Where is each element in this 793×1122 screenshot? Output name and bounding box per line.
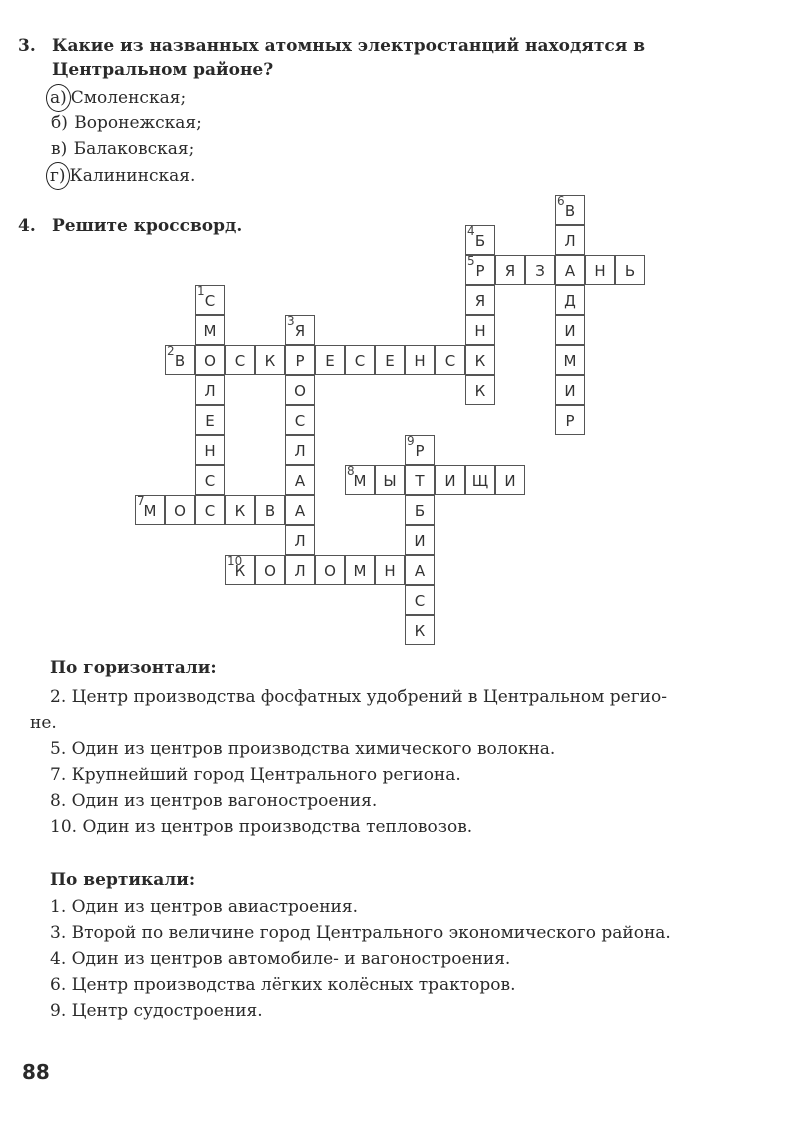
crossword-cell[interactable]: Н (585, 255, 615, 285)
crossword-cell[interactable]: И (405, 525, 435, 555)
crossword-cell[interactable]: Л (555, 225, 585, 255)
crossword-cell[interactable]: К (255, 345, 285, 375)
crossword-cell[interactable]: Л (285, 555, 315, 585)
crossword-cell[interactable]: С (405, 585, 435, 615)
crossword-cell[interactable]: С (285, 405, 315, 435)
crossword-cell[interactable]: С (195, 495, 225, 525)
crossword-cell[interactable]: Б (465, 225, 495, 255)
crossword-cell[interactable]: М (345, 465, 375, 495)
crossword-clue-number: 1 (197, 284, 205, 298)
crossword-cell[interactable]: Б (405, 495, 435, 525)
option-d-text: Калининская. (69, 166, 196, 186)
crossword-cell[interactable]: И (495, 465, 525, 495)
across-heading: По горизонтали: (50, 658, 217, 678)
crossword-clue-number: 6 (557, 194, 565, 208)
crossword-cell[interactable]: Е (195, 405, 225, 435)
down-clue-3: 3. Второй по величине город Центрального экономического района. (50, 923, 671, 943)
crossword-cell[interactable]: М (345, 555, 375, 585)
crossword-cell[interactable]: Р (405, 435, 435, 465)
question-3-title-line1: Какие из названных атомных электростанций находятся в (52, 36, 646, 56)
crossword-clue-number: 5 (467, 254, 475, 268)
crossword-cell[interactable]: С (225, 345, 255, 375)
crossword-cell[interactable]: А (285, 495, 315, 525)
crossword-cell[interactable]: А (555, 255, 585, 285)
across-clue-7: 7. Крупнейший город Центрального региона. (50, 765, 461, 785)
crossword-cell[interactable]: И (555, 315, 585, 345)
crossword-cell[interactable]: Л (195, 375, 225, 405)
crossword-cell[interactable]: В (165, 345, 195, 375)
down-heading: По вертикали: (50, 870, 196, 890)
crossword-cell[interactable]: Д (555, 285, 585, 315)
option-c-text: Балаковская; (73, 139, 195, 159)
question-4-title-text: Решите кроссворд. (52, 216, 243, 236)
across-clue-2-cont: не. (30, 713, 57, 733)
crossword-cell[interactable]: Я (495, 255, 525, 285)
crossword-cell[interactable]: Ы (375, 465, 405, 495)
crossword-cell[interactable]: Щ (465, 465, 495, 495)
crossword-clue-number: 3 (287, 314, 295, 328)
crossword-cell[interactable]: О (285, 375, 315, 405)
crossword-clue-number: 4 (467, 224, 475, 238)
down-clue-6: 6. Центр производства лёгких колёсных тракторов. (50, 975, 516, 995)
question-4-title (18, 214, 242, 238)
down-clue-1: 1. Один из центров авиастроения. (50, 897, 358, 917)
option-a-text: Смоленская; (70, 88, 187, 108)
crossword-cell[interactable]: О (315, 555, 345, 585)
crossword-cell[interactable]: Н (375, 555, 405, 585)
crossword-cell[interactable]: А (405, 555, 435, 585)
crossword-cell[interactable]: Ь (615, 255, 645, 285)
crossword-cell[interactable]: Е (375, 345, 405, 375)
crossword-cell[interactable]: Р (465, 255, 495, 285)
crossword-cell[interactable]: Н (405, 345, 435, 375)
option-b-text: Воронежская; (74, 113, 202, 133)
crossword-cell[interactable]: К (465, 375, 495, 405)
crossword-cell[interactable]: М (135, 495, 165, 525)
across-clue-2: 2. Центр производства фосфатных удобрений в Центральном регио- (50, 687, 667, 707)
option-b (50, 110, 202, 136)
crossword-cell[interactable]: Р (285, 345, 315, 375)
crossword-cell[interactable]: О (195, 345, 225, 375)
crossword-cell[interactable]: С (435, 345, 465, 375)
across-clue-10: 10. Один из центров производства тепловозов. (50, 817, 473, 837)
crossword-cell[interactable]: М (555, 345, 585, 375)
crossword-cell[interactable]: К (405, 615, 435, 645)
crossword-cell[interactable]: В (555, 195, 585, 225)
crossword-cell[interactable]: В (255, 495, 285, 525)
option-c-mark: в) (51, 139, 68, 159)
crossword-clue-number: 2 (167, 344, 175, 358)
question-3-title-line2: Центральном районе? (52, 60, 274, 80)
crossword-cell[interactable]: К (225, 495, 255, 525)
crossword-cell[interactable]: Я (465, 285, 495, 315)
crossword-cell[interactable]: Н (465, 315, 495, 345)
option-c (50, 136, 194, 162)
down-clue-9: 9. Центр судостроения. (50, 1001, 263, 1021)
crossword-cell[interactable]: З (525, 255, 555, 285)
question-3-title (18, 34, 778, 82)
crossword-clue-number: 10 (227, 554, 243, 568)
crossword-cell[interactable]: Я (285, 315, 315, 345)
crossword-cell[interactable]: Е (315, 345, 345, 375)
crossword-cell[interactable]: О (255, 555, 285, 585)
crossword-clue-number: 7 (137, 494, 145, 508)
option-a (50, 84, 186, 112)
crossword-cell[interactable]: А (285, 465, 315, 495)
option-d (50, 162, 195, 190)
question-3-number: 3. (18, 36, 36, 56)
across-clue-5: 5. Один из центров производства химического волокна. (50, 739, 556, 759)
crossword-cell[interactable]: С (345, 345, 375, 375)
crossword-cell[interactable]: К (465, 345, 495, 375)
down-clue-4: 4. Один из центров автомобиле- и вагоностроения. (50, 949, 511, 969)
crossword-cell[interactable]: М (195, 315, 225, 345)
option-d-mark: г) (46, 162, 70, 190)
crossword-cell[interactable]: К (225, 555, 255, 585)
across-clue-8: 8. Один из центров вагоностроения. (50, 791, 378, 811)
crossword-cell[interactable]: Л (285, 435, 315, 465)
crossword-cell[interactable]: О (165, 495, 195, 525)
crossword-clue-number: 8 (347, 464, 355, 478)
crossword-cell[interactable]: И (435, 465, 465, 495)
option-a-mark: а) (46, 84, 71, 112)
question-4-number: 4. (18, 216, 36, 236)
crossword-cell[interactable]: С (195, 465, 225, 495)
crossword-cell[interactable]: Н (195, 435, 225, 465)
crossword-cell[interactable]: Т (405, 465, 435, 495)
option-b-mark: б) (51, 113, 68, 133)
page-number: 88 (22, 1060, 50, 1084)
crossword-clue-number: 9 (407, 434, 415, 448)
crossword-cell[interactable]: Р (555, 405, 585, 435)
crossword-cell[interactable]: С (195, 285, 225, 315)
crossword-cell[interactable]: И (555, 375, 585, 405)
crossword-cell[interactable]: Л (285, 525, 315, 555)
